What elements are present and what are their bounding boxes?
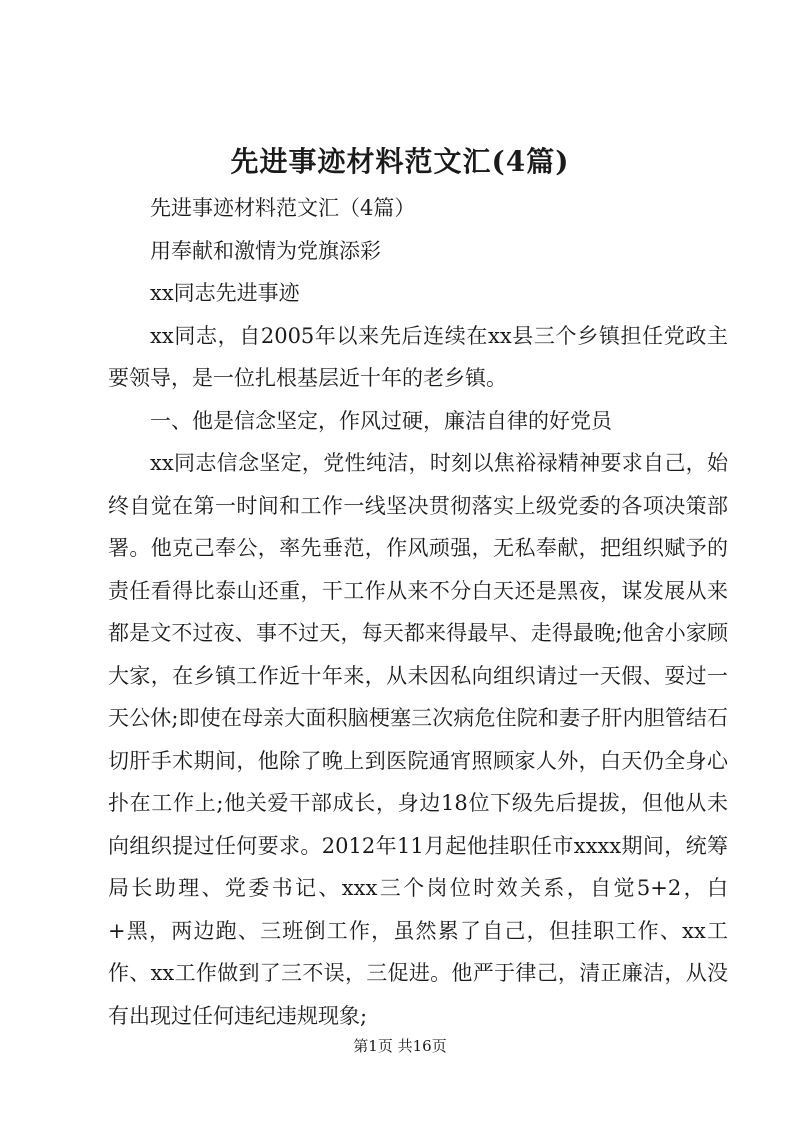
paragraph-heading-repeat: 先进事迹材料范文汇（4篇）: [150, 196, 416, 220]
page-footer: 第1页 共16页: [353, 1037, 447, 1055]
document-body: [108, 187, 728, 1037]
document-title: 先进事迹材料范文汇(4篇): [230, 145, 570, 178]
paragraph-section-body: xx同志信念坚定，党性纯洁，时刻以焦裕禄精神要求自己，始终自觉在第一时间和工作一线坚决贯彻落实上级党委的各项决策部署。他克己奉公，率先垂范，作风顽强，无私奉献，把组织赋予的责任看得比泰山还重，干工作从来不分白天还是黑夜，谋发展从来都是文不过夜、事不过天，每天都来得最早、走得最晚;他舍小家顾大家，在乡镇工作近十年来，从未因私向组织请过一天假、耍过一天公休;即使在母亲大面积脑梗塞三次病危住院和妻子肝内胆管结石切肝手术期间，他除了晚上到医院通宵照顾家人外，白天仍全身心扑在工作上;他关爱干部成长，身边18位下级先后提拔，但他从未向组织提过任何要求。2012年11月起他挂职任市xxxx期间，统筹局长助理、党委书记、xxx三个岗位时效关系，自觉5+2，白+黑，两边跑、三班倒工作，虽然累了自己，但挂职工作、xx工作、xx工作做到了三不误，三促进。他严于律己，清正廉洁，从没有出现过任何违纪违规现象;: [108, 451, 728, 1028]
paragraph-subtitle: 用奉献和激情为党旗添彩: [150, 238, 381, 263]
paragraph-intro: xx同志，自2005年以来先后连续在xx县三个乡镇担任党政主要领导，是一位扎根基层近十年的老乡镇。: [108, 323, 728, 390]
paragraph-section-heading: 一、他是信念坚定，作风过硬，廉洁自律的好党员: [150, 408, 612, 433]
paragraph-subject: xx同志先进事迹: [150, 281, 300, 305]
